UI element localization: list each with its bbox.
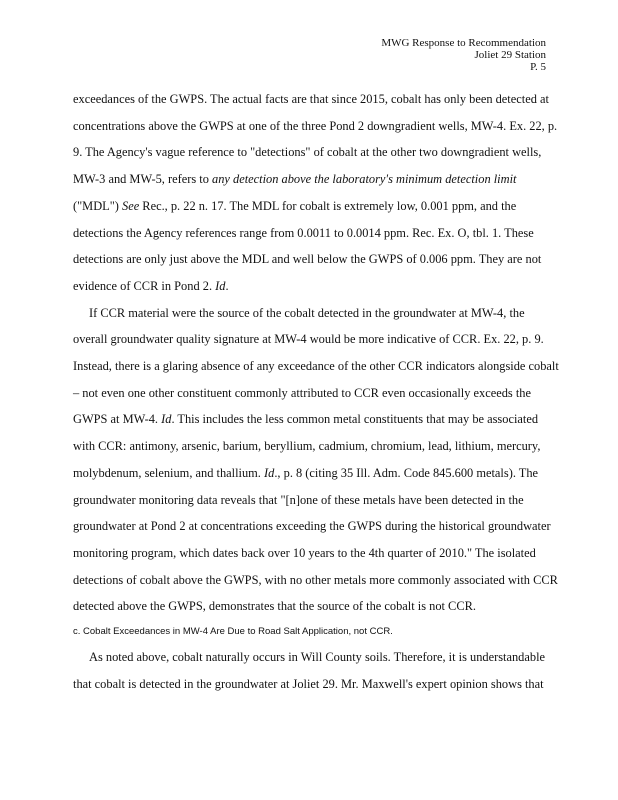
paragraph-road-salt xyxy=(73,644,559,697)
para1-text-b: ("MDL") xyxy=(73,198,122,213)
para2-text-a: If CCR material were the source of the cobalt detected in the groundwater at MW-4, the overall groundwater quality signature at MW-4 would be more indicative of CCR. Ex. 22, p. 9. Instead, there is a glaring absence of any exceedance of the other CCR indicators alongside cobalt – not even one other constituent commonly attributed to CCR even occasionally exceeds the GWPS at MW-4. xyxy=(73,305,559,427)
page-header xyxy=(381,37,546,73)
paragraph-cobalt-detections xyxy=(73,86,559,300)
header-page-number: P. 5 xyxy=(530,61,546,73)
para1-text-c: Rec., p. 22 n. 17. The MDL for cobalt is extremely low, 0.001 ppm, and the detections the Agency references range from 0.0011 to 0.0014 ppm. Rec. Ex. O, tbl. 1. These detections are only just above the MDL and well below the GWPS of 0.006 ppm. They are not evidence of CCR in Pond 2. xyxy=(73,198,542,293)
para2-text-c: ., p. 8 (citing 35 Ill. Adm. Code 845.600 metals). The groundwater monitoring data reveals that "[n]one of these metals have been detected in the groundwater at Pond 2 at concentrations exceeding the GWPS during the historical groundwater monitoring program, which dates back over 10 years to the 4th quarter of 2010." The isolated detections of cobalt above the GWPS, with no other metals more commonly associated with CCR detected above the GWPS, demonstrates that the source of the cobalt is not CCR. xyxy=(73,465,558,614)
para2-text-b: . This includes the less common metal constituents that may be associated with CCR: antimony, arsenic, barium, beryllium, cadmium, chromium, lead, lithium, mercury, molybdenum, selenium, and thallium. xyxy=(73,412,541,480)
subheading-road-salt: c. Cobalt Exceedances in MW-4 Are Due to Road Salt Application, not CCR. xyxy=(73,626,393,638)
para3-text: As noted above, cobalt naturally occurs in Will County soils. Therefore, it is understandable that cobalt is detected in the groundwater at Joliet 29. Mr. Maxwell's expert opinion shows that xyxy=(73,650,546,691)
paragraph-groundwater-signature xyxy=(73,300,559,620)
para2-id-signal-1: Id xyxy=(161,412,172,427)
header-station: Joliet 29 Station xyxy=(474,49,546,61)
para1-italic-phrase: any detection above the laboratory's minimum detection limit xyxy=(212,172,517,187)
para1-id-signal: Id xyxy=(215,278,226,293)
para1-text-a: exceedances of the GWPS. The actual facts are that since 2015, cobalt has only been detected at concentrations above the GWPS at one of the three Pond 2 downgradient wells, MW-4. Ex. 22, p. 9. The Agency's vague reference to "detections" of cobalt at the other two downgradient wells, MW-3 and MW-5, refers to xyxy=(73,92,558,187)
para1-see-signal: See xyxy=(122,198,140,213)
para2-id-signal-2: Id xyxy=(264,465,275,480)
header-title: MWG Response to Recommendation xyxy=(381,37,546,49)
para1-text-d: . xyxy=(225,278,229,293)
document-body xyxy=(73,86,559,697)
